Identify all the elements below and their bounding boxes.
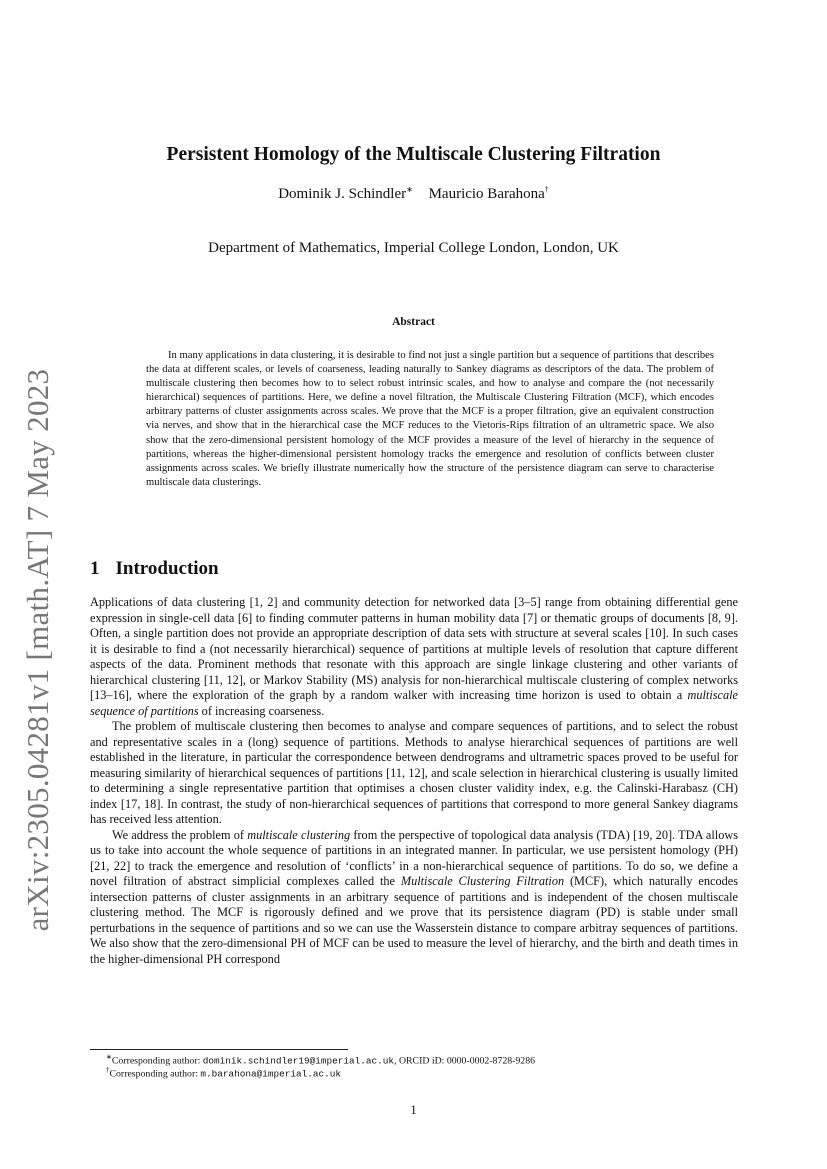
footnote-2-email[interactable]: m.barahona@imperial.ac.uk [200, 1068, 342, 1080]
footnote-2 [106, 1066, 341, 1079]
footnote-rule [90, 1049, 348, 1050]
footnote-1-extra: , ORCID iD: 0000-0002-8728-9286 [394, 1055, 536, 1067]
paragraph-3-a: We address the problem of [112, 827, 248, 842]
paragraph-3 [90, 828, 738, 968]
footnote-2-label: Corresponding author: [109, 1068, 201, 1080]
section-number: 1 [90, 558, 100, 579]
paragraph-3-c: (MCF), which naturally encodes intersection patterns of cluster assignments in an arbitrary sequence of partitions and is independent of the chosen multiscale clustering method. The MCF is rigorously defined and we prove that its persistence diagram (PD) is stable under small perturbations in the sequence of partitions and so we can use the Wasserstein distance to compare arbitray sequences of partitions. We also show that the zero-dimensional PH of MCF can be used to measure the level of hierarchy, and the birth and death times in the higher-dimensional PH correspond [90, 874, 738, 966]
paragraph-2: The problem of multiscale clustering then becomes to analyse and compare sequences of partitions, and to select the robust and representative scales in a (long) sequence of partitions. Methods to analyse hierarchical sequences of partitions are well established in the literature, in particular the correspondence between dendrograms and ultrametric spaces proved to be useful for measuring similarity of hierarchical sequences of partitions [11, 12], and scale selection in hierarchical clustering is usually limited to determining a single representative partition that optimises a chosen cluster validity index, e.g. the Calinski-Harabasz (CH) index [17, 18]. In contrast, the study of non-hierarchical sequences of partitions that correspond to more general Sankey diagrams has received less attention. [90, 719, 738, 826]
paragraph-1-text: Applications of data clustering [1, 2] and community detection for networked data [3–5] range from obtaining differential gene expression in single-cell data [6] to finding commuter patterns in human mobility data [7] or thematic groups of documents [8, 9]. Often, a single partition does not provide an appropriate description of data sets with structure at several scales [10]. In such cases it is desirable to find a (not necessarily hierarchical) sequence of partitions at multiple levels of resolution that capture different aspects of the data. Prominent methods that resonate with this approach are single linkage clustering and other variants of hierarchical clustering [11, 12], or Markov Stability (MS) analysis for non-hierarchical multiscale clustering of complex networks [13–16], where the exploration of the graph by a random walker with increasing time horizon is used to obtain a [90, 595, 738, 702]
abstract-text [146, 349, 714, 490]
author-2-name: Mauricio Barahona [428, 186, 545, 202]
page-number: 1 [410, 1103, 417, 1117]
author-2-mark: † [544, 185, 549, 194]
affiliation: Department of Mathematics, Imperial College London, London, UK [208, 240, 619, 256]
paragraph-1-emphasis: multiscale sequence of partitions [90, 688, 738, 718]
abstract-content: In many applications in data clustering, it is desirable to find not just a single partition but a sequence of partitions that describes the data at different scales, or levels of coarseness, leading naturally to Sankey diagrams as descriptors of the data. The problem of multiscale clustering then becomes how to to select robust intrinsic scales, and how to analyse and compare the (not necessarily hierarchical) sequences of partitions. Here, we define a novel filtration, the Multiscale Clustering Filtration (MCF), which encodes arbitrary patterns of cluster assignments across scales. We prove that the MCF is a proper filtration, give an equivalent construction via nerves, and show that in the hierarchical case the MCF reduces to the Vietoris-Rips filtration of an ultrametric space. We also show that the zero-dimensional persistent homology of the MCF provides a measure of the level of hierarchy in the sequence of partitions, whereas the higher-dimensional persistent homology tracks the emergence and resolution of conflicts between cluster assignments across scales. We briefly illustrate numerically how the structure of the persistence diagram can serve to characterise multiscale data clusterings. [146, 350, 714, 488]
section-heading [90, 558, 219, 580]
footnote-1-mark: ∗ [106, 1053, 112, 1061]
paragraph-1-end: of increasing coarseness. [198, 703, 325, 718]
abstract-heading: Abstract [392, 316, 435, 328]
paragraph-3-b: from the perspective of topological data analysis (TDA) [19, 20]. TDA allows us to take into account the whole sequence of partitions in an integrated manner. In particular, we use persistent homology (PH) [21, 22] to track the emergence and resolution of ‘conflicts’ in a non-hierarchical sequence of partitions. To do so, we define a novel filtration of abstract simplicial complexes called the [90, 827, 739, 888]
footnote-2-mark: † [106, 1066, 110, 1074]
section-title: Introduction [115, 558, 219, 579]
author-1-name: Dominik J. Schindler [278, 186, 407, 202]
footnote-1-email[interactable]: dominik.schindler19@imperial.ac.uk [202, 1055, 395, 1067]
paragraph-3-emphasis-1: multiscale clustering [247, 827, 351, 842]
paragraph-3-emphasis-2: Multiscale Clustering Filtration [400, 874, 565, 888]
footnote-1-label: Corresponding author: [111, 1055, 203, 1067]
paragraph-1 [90, 595, 738, 719]
arxiv-sidebar [10, 340, 66, 960]
author-1 [278, 186, 413, 202]
arxiv-identifier: arXiv:2305.04281v1 [math.AT] 7 May 2023 [20, 368, 55, 932]
paper-title: Persistent Homology of the Multiscale Clustering Filtration [166, 144, 661, 165]
footnote-1 [106, 1053, 535, 1066]
author-2 [429, 186, 549, 202]
author-list [0, 185, 827, 203]
author-1-mark: ∗ [406, 185, 413, 194]
body-text [90, 595, 738, 967]
